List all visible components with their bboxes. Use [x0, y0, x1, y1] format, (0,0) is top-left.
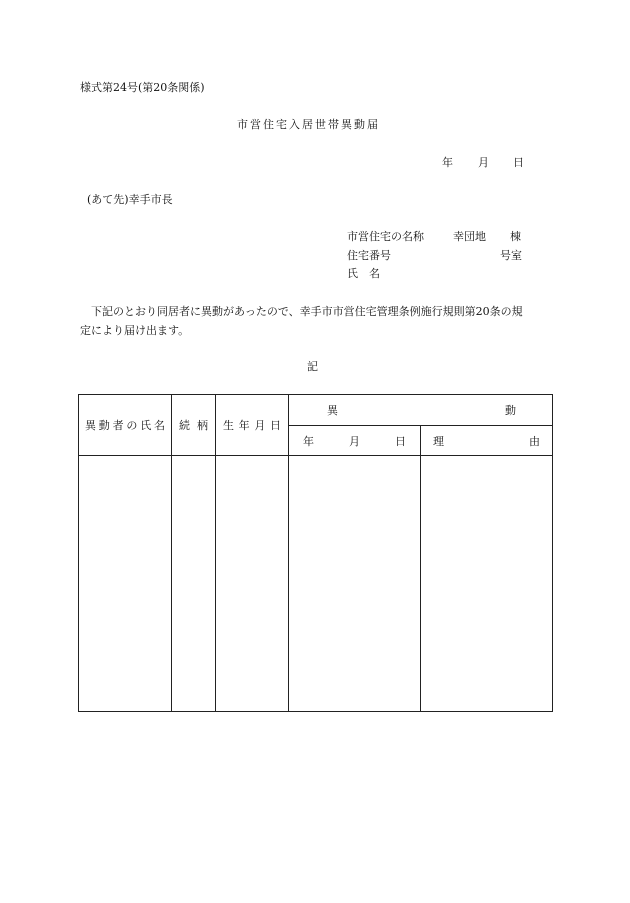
housing-name-label: 市営住宅の名称	[347, 230, 424, 243]
header-name	[79, 395, 172, 456]
header-birthdate-char: 生	[223, 419, 234, 432]
subheader-reason-char: 由	[529, 434, 540, 448]
header-birthdate-char: 日	[269, 419, 281, 432]
cell-name-entry[interactable]	[79, 456, 172, 712]
header-birthdate-char: 年	[238, 419, 250, 432]
subheader-date-char: 日	[395, 434, 406, 448]
building-suffix: 棟	[510, 230, 521, 243]
table-row	[79, 456, 553, 712]
body-text-line-2: 定により届け出ます。	[80, 324, 190, 337]
header-name-char: 氏	[140, 419, 152, 432]
subheader-date-char: 年	[303, 434, 314, 448]
date-month-label: 月	[478, 156, 489, 169]
header-change-char: 異	[327, 404, 338, 417]
date-day-label: 日	[513, 156, 524, 169]
subheader-date-char: 月	[349, 434, 360, 448]
header-change	[289, 395, 553, 426]
header-relation	[172, 395, 216, 456]
body-text-line-1: 下記のとおり同居者に異動があったので、幸手市市営住宅管理条例施行規則第20条の規	[91, 305, 523, 318]
header-birthdate-char: 月	[254, 419, 266, 432]
cell-birthdate-entry[interactable]	[216, 456, 289, 712]
subheader-reason	[421, 426, 553, 456]
header-name-char: 名	[153, 419, 165, 432]
header-name-char: の	[126, 419, 138, 432]
name-label: 氏 名	[347, 267, 380, 280]
header-name-char: 動	[98, 419, 110, 432]
room-suffix: 号室	[500, 249, 522, 262]
header-relation-char: 続	[179, 419, 190, 432]
cell-reason-entry[interactable]	[421, 456, 553, 712]
header-relation-char: 柄	[197, 419, 208, 432]
header-name-char: 異	[85, 419, 96, 432]
date-year-label: 年	[442, 156, 453, 169]
document-title: 市営住宅入居世帯異動届	[237, 118, 380, 131]
cell-date-entry[interactable]	[289, 456, 421, 712]
room-number-label: 住宅番号	[347, 249, 391, 262]
addressee: (あて先)幸手市長	[87, 193, 173, 206]
change-table	[78, 394, 553, 712]
cell-relation-entry[interactable]	[172, 456, 216, 712]
subheader-reason-char: 理	[433, 434, 444, 448]
header-name-char: 者	[112, 419, 124, 432]
header-birthdate	[216, 395, 289, 456]
subheader-date	[289, 426, 421, 456]
header-change-char: 動	[505, 404, 516, 417]
form-number: 様式第24号(第20条関係)	[80, 81, 205, 94]
housing-name-value: 幸団地	[453, 230, 486, 243]
ki-label: 記	[307, 360, 318, 373]
